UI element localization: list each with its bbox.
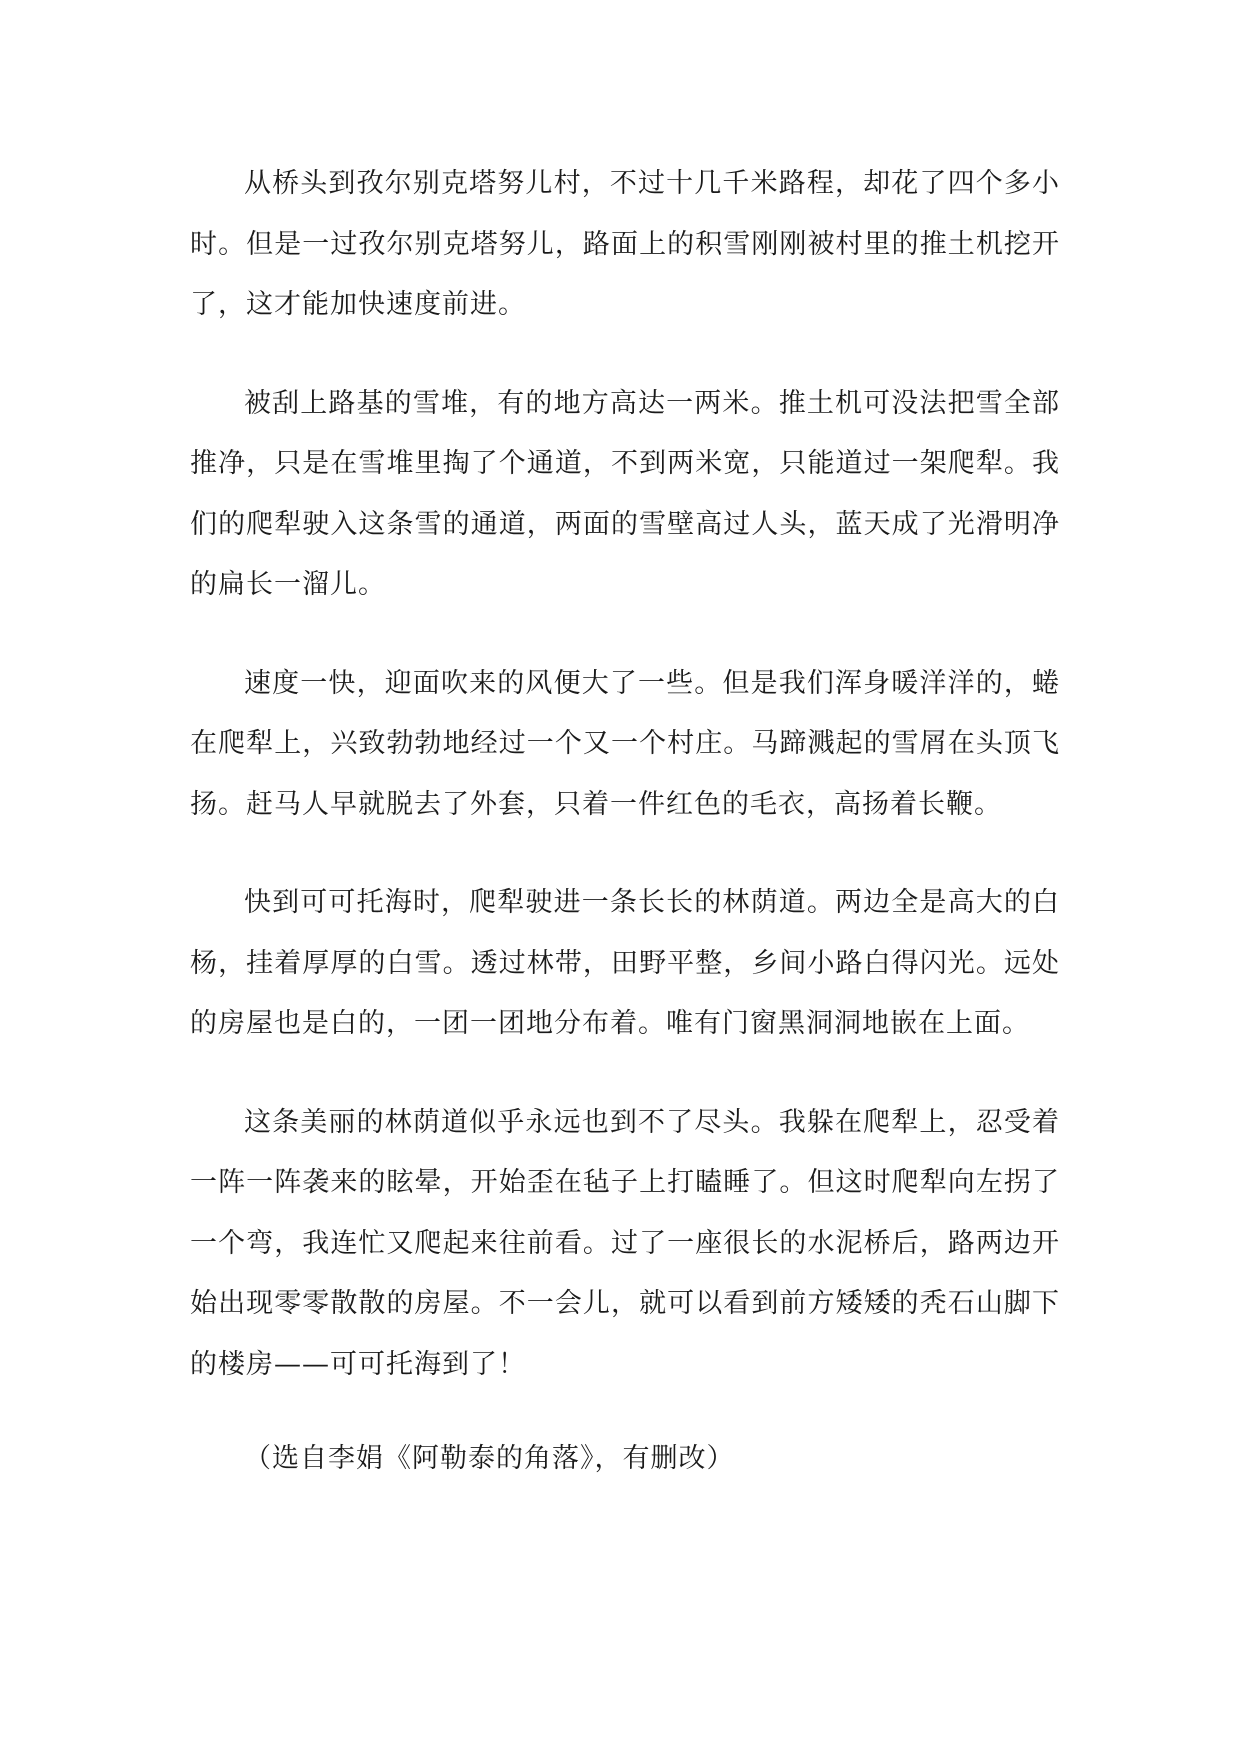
paragraph-4: 快到可可托海时，爬犁驶进一条长长的林荫道。两边全是高大的白杨，挂着厚厚的白雪。透过林带，田野平整，乡间小路白得闪光。远处的房屋也是白的，一团一团地分布着。唯有门窗黑洞洞地嵌在上面。	[190, 887, 1060, 1039]
paragraph-2: 被刮上路基的雪堆，有的地方高达一两米。推土机可没法把雪全部推净，只是在雪堆里掏了个通道，不到两米宽，只能道过一架爬犁。我们的爬犁驶入这条雪的通道，两面的雪壁高过人头，蓝天成了光滑明净的扁长一溜儿。	[190, 387, 1060, 600]
paragraph-5: 这条美丽的林荫道似乎永远也到不了尽头。我躲在爬犁上，忍受着一阵一阵袭来的眩晕，开始歪在毡子上打瞌睡了。但这时爬犁向左拐了一个弯，我连忙又爬起来往前看。过了一座很长的水泥桥后，路两边开始出现零零散散的房屋。不一会儿，就可以看到前方矮矮的秃石山脚下的楼房——可可托海到了！	[190, 1106, 1060, 1380]
paragraph-3: 速度一快，迎面吹来的风便大了一些。但是我们浑身暖洋洋的，蜷在爬犁上，兴致勃勃地经过一个又一个村庄。马蹄溅起的雪屑在头顶飞扬。赶马人早就脱去了外套，只着一件红色的毛衣，高扬着长鞭。	[190, 667, 1060, 820]
document-body	[190, 154, 1060, 1489]
source-citation: （选自李娟《阿勒泰的角落》，有删改）	[244, 1443, 735, 1474]
paragraph-1: 从桥头到孜尔别克塔努儿村，不过十几千米路程，却花了四个多小时。但是一过孜尔别克塔努儿，路面上的积雪刚刚被村里的推土机挖开了，这才能加快速度前进。	[190, 168, 1060, 320]
